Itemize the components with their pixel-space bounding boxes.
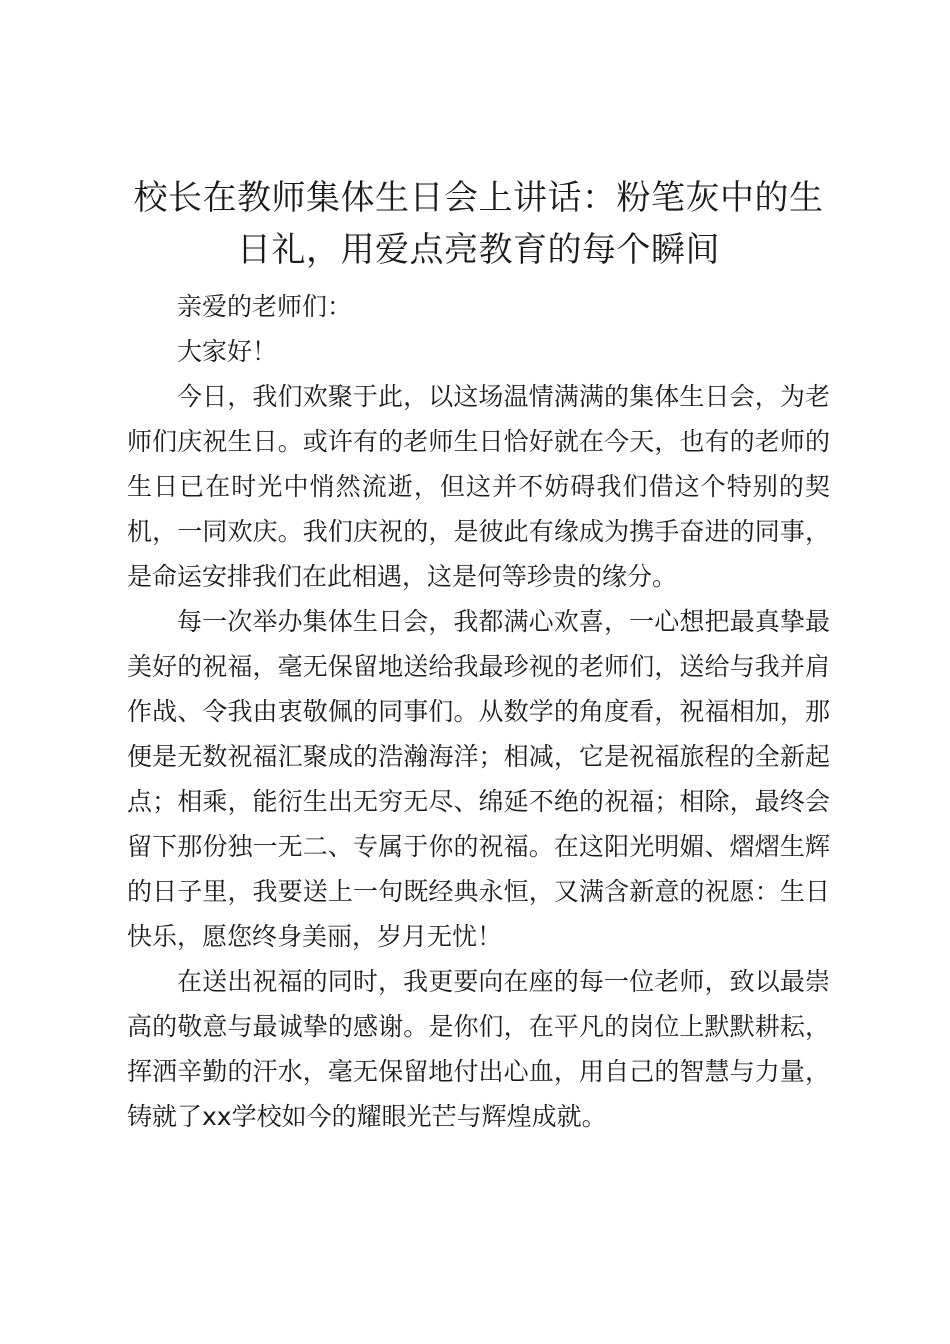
body-paragraph: 每一次举办集体生日会，我都满心欢喜，一心想把最真挚最美好的祝福，毫无保留地送给我最珍视的老师们，送给与我并肩作战、令我由衷敬佩的同事们。从数学的角度看，祝福相加，那便是无数祝福汇聚成的浩瀚海洋；相减，它是祝福旅程的全新起点；相乘，能衍生出无穷无尽、绵延不绝的祝福；相除，最终会留下那份独一无二、专属于你的祝福。在这阳光明媚、熠熠生辉的日子里，我要送上一句既经典永恒，又满含新意的祝愿：生日快乐，愿您终身美丽，岁月无忧！ [127,607,830,951]
document-body [127,172,830,1139]
body-paragraph: 在送出祝福的同时，我更要向在座的每一位老师，致以最崇高的敬意与最诚挚的感谢。是你们，在平凡的岗位上默默耕耘，挥洒辛勤的汗水，毫无保留地付出心血，用自己的智慧与力量，铸就了xx学校如今的耀眼光芒与辉煌成就。 [127,967,830,1131]
body-paragraph: 今日，我们欢聚于此，以这场温情满满的集体生日会，为老师们庆祝生日。或许有的老师生日恰好就在今天，也有的老师的生日已在时光中悄然流逝，但这并不妨碍我们借这个特别的契机，一同欢庆。我们庆祝的，是彼此有缘成为携手奋进的同事，是命运安排我们在此相遇，这是何等珍贵的缘分。 [127,382,830,591]
document-title: 校长在教师集体生日会上讲话：粉笔灰中的生日礼，用爱点亮教育的每个瞬间 [133,178,824,270]
greeting: 大家好！ [177,337,278,366]
salutation: 亲爱的老师们： [177,292,353,321]
